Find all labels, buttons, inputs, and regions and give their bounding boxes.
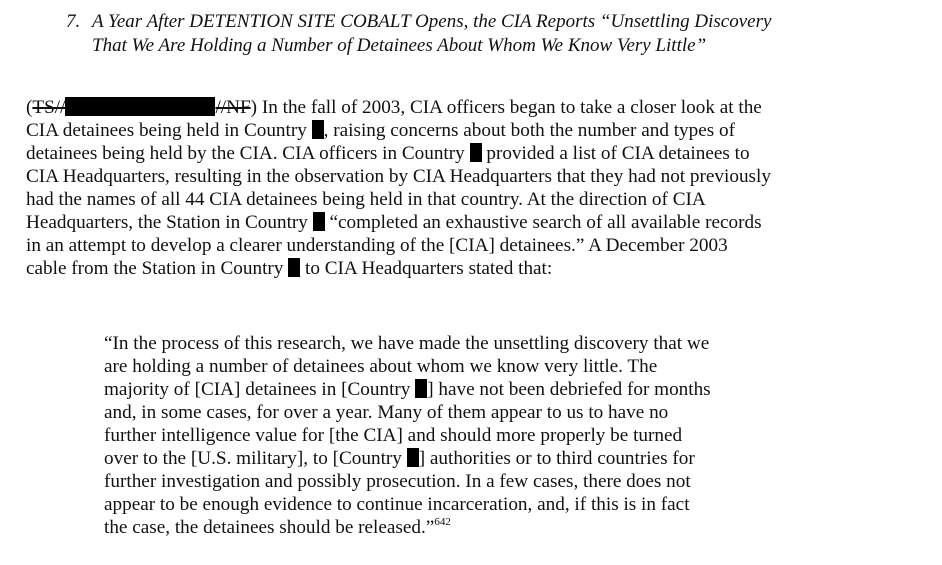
classification-open: (: [26, 97, 33, 118]
quote-line: majority of [CIA] detainees in [Country ] have not been debriefed for months: [104, 379, 711, 400]
paragraph-line: cable from the Station in Country to CIA Headquarters stated that:: [26, 258, 553, 279]
redaction-block: [470, 143, 482, 162]
section-number: 7.: [66, 11, 81, 32]
paragraph-line: in an attempt to develop a clearer understanding of the [CIA] detainees.” A December 2003: [26, 235, 728, 256]
block-quote: [104, 332, 844, 539]
paragraph-line: CIA Headquarters, resulting in the observation by CIA Headquarters that they had not previously: [26, 166, 771, 187]
quote-line: over to the [U.S. military], to [Country ] authorities or to third countries for: [104, 448, 695, 469]
paragraph-line: detainees being held by the CIA. CIA officers in Country provided a list of CIA detainees to: [26, 143, 750, 164]
footnote-reference[interactable]: 642: [434, 516, 451, 528]
redaction-block: [313, 212, 325, 231]
quote-line: the case, the detainees should be released.”$^{642}$: [104, 516, 451, 538]
quote-line: are holding a number of detainees about whom we know very little. The: [104, 356, 658, 377]
paragraph-line: CIA detainees being held in Country , raising concerns about both the number and types of: [26, 120, 736, 141]
classification-close: ): [250, 97, 258, 118]
body-paragraph: [26, 96, 926, 280]
classification-ts: TS//: [32, 97, 66, 118]
quote-line: further investigation and possibly prosecution. In a few cases, there does not: [104, 471, 691, 492]
paragraph-line: (TS// //NF) In the fall of 2003, CIA officers began to take a closer look at the: [26, 97, 762, 118]
quote-line: “In the process of this research, we have made the unsettling discovery that we: [104, 333, 710, 354]
quote-line: appear to be enough evidence to continue incarceration, and, if this is in fact: [104, 494, 690, 515]
redaction-block: [415, 379, 427, 398]
paragraph-line: Headquarters, the Station in Country “completed an exhaustive search of all available records: [26, 212, 762, 233]
redaction-block: [407, 448, 419, 467]
classification-nf: //NF: [215, 97, 251, 118]
heading-line-2: That We Are Holding a Number of Detainees About Whom We Know Very Little”: [92, 35, 707, 56]
redaction-block: [312, 120, 324, 139]
heading-line-1: A Year After DETENTION SITE COBALT Opens, the CIA Reports “Unsettling Discovery: [92, 11, 772, 32]
quote-line: further intelligence value for [the CIA] and should more properly be turned: [104, 425, 683, 446]
redaction-block: [288, 258, 300, 277]
redaction-block: [65, 97, 215, 116]
section-heading: [66, 10, 926, 58]
paragraph-line: had the names of all 44 CIA detainees being held in that country. At the direction of CIA: [26, 189, 706, 210]
quote-line: and, in some cases, for over a year. Many of them appear to us to have no: [104, 402, 669, 423]
